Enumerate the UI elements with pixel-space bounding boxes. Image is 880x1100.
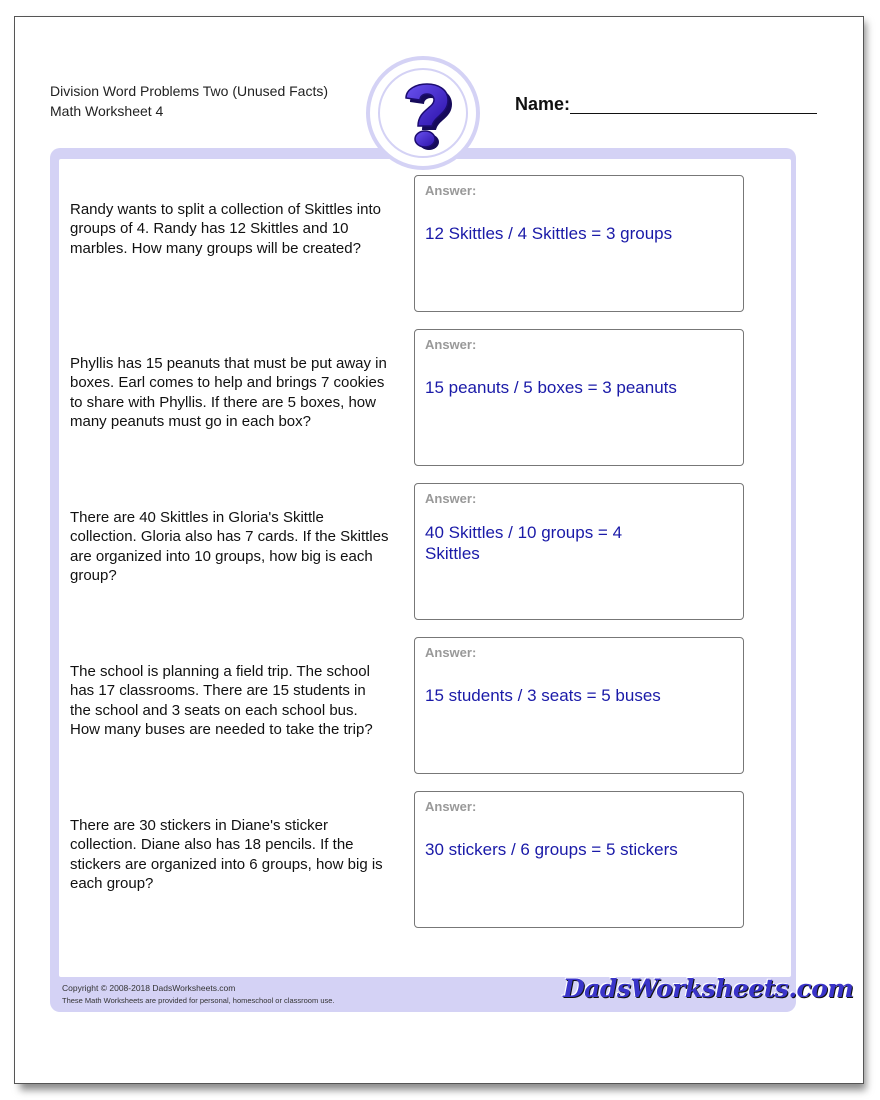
- answer-label: Answer:: [425, 799, 477, 814]
- answer-label: Answer:: [425, 491, 477, 506]
- answer-box-1[interactable]: [414, 175, 744, 312]
- answer-1-text: 12 Skittles / 4 Skittles = 3 groups: [425, 224, 673, 243]
- answer-label: Answer:: [425, 183, 477, 198]
- answer-box-3[interactable]: [414, 483, 744, 620]
- name-field-line[interactable]: [570, 113, 817, 114]
- footer-usage-note: These Math Worksheets are provided for personal, homeschool or classroom use.: [62, 996, 335, 1005]
- question-mark-icon: [392, 72, 458, 158]
- answer-3-text: 40 Skittles / 10 groups = 4 Skittles: [425, 523, 623, 563]
- worksheet-title: Division Word Problems Two (Unused Facts): [50, 83, 329, 99]
- problem-3-text: There are 40 Skittles in Gloria's Skittle collection. Gloria also has 7 cards. If the Skittles are organized into 10 groups, how big is each group?: [70, 509, 389, 585]
- answer-2-text: 15 peanuts / 5 boxes = 3 peanuts: [425, 378, 677, 397]
- answer-box-4[interactable]: [414, 637, 744, 774]
- problem-2-text: Phyllis has 15 peanuts that must be put away in boxes. Earl comes to help and brings 7 cookies to share with Phyllis. If there are 5 boxes, how many peanuts must go in each box?: [70, 355, 387, 431]
- problem-4-text: The school is planning a field trip. The school has 17 classrooms. There are 15 students in the school and 3 seats on each school bus. How many buses are needed to take the trip?: [70, 663, 373, 739]
- answer-box-2[interactable]: [414, 329, 744, 466]
- logo-badge: [366, 56, 480, 170]
- problem-5-text: There are 30 stickers in Diane's sticker collection. Diane also has 18 pencils. If the stickers are organized into 6 groups, how big is each group?: [70, 817, 383, 893]
- answer-box-5[interactable]: [414, 791, 744, 928]
- answer-label: Answer:: [425, 337, 477, 352]
- footer-copyright: Copyright © 2008-2018 DadsWorksheets.com: [62, 983, 236, 993]
- answer-4-text: 15 students / 3 seats = 5 buses: [425, 686, 661, 705]
- worksheet-subtitle: Math Worksheet 4: [50, 103, 164, 119]
- answer-5-text: 30 stickers / 6 groups = 5 stickers: [425, 840, 678, 859]
- brand-logo: DadsWorksheets.com: [563, 974, 854, 1003]
- name-label: Name:: [515, 94, 571, 114]
- answer-label: Answer:: [425, 645, 477, 660]
- problem-1-text: Randy wants to split a collection of Skittles into groups of 4. Randy has 12 Skittles and 10 marbles. How many groups will be created?: [70, 201, 381, 257]
